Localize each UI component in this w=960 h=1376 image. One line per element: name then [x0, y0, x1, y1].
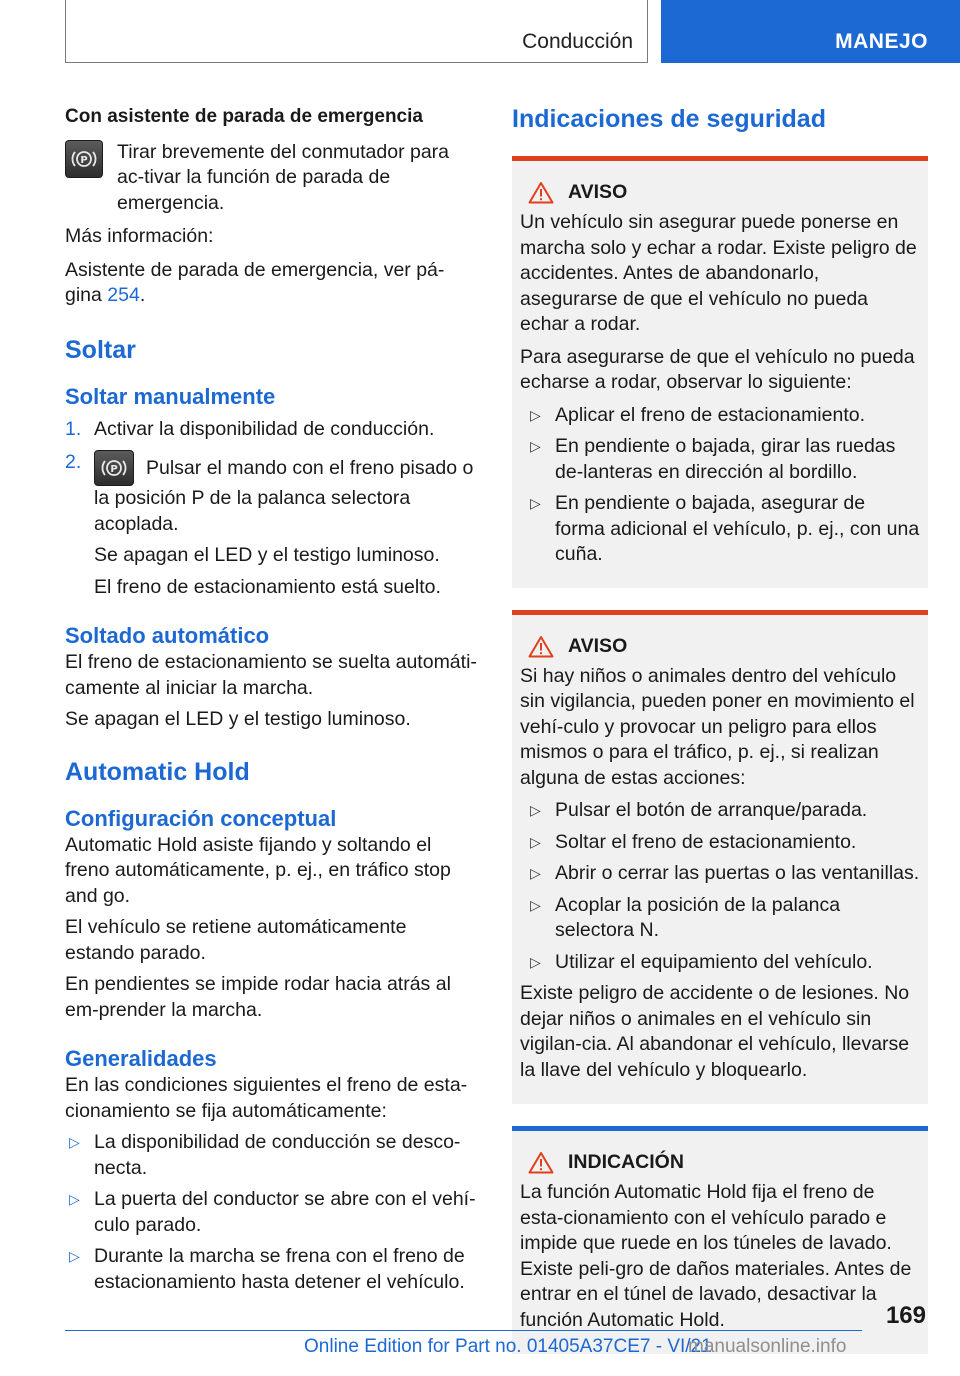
warning-text: Si hay niños o animales dentro del vehículo sin vigilancia, pueden poner en movimiento el vehí-culo y provocar un peligro para ellos mismos o para el tráfico, p. ej., si realizan alguna de estas acciones: — [520, 664, 915, 789]
step-text: Pulsar el mando con el freno pisado o la posición P de la palanca selectora acoplada. — [94, 457, 474, 535]
chapter-title: Conducción — [522, 30, 633, 53]
list-item — [526, 830, 920, 856]
page-number: 169 — [885, 1302, 926, 1329]
list-item-text: En pendiente o bajada, girar las ruedas de-lanteras en dirección al bordillo. — [555, 435, 896, 483]
notice-box — [512, 1126, 928, 1354]
auto-release-p2: Se apagan el LED y el testigo luminoso. — [65, 708, 411, 730]
step-text: Activar la disponibilidad de conducción. — [94, 417, 435, 440]
list-item-text: Pulsar el botón de arranque/parada. — [555, 799, 868, 821]
heading-soltar-manual: Soltar manualmente — [65, 383, 276, 409]
list-item — [526, 861, 920, 887]
list-item — [65, 1187, 480, 1238]
list-item-text: La puerta del conductor se abre con el vehí-culo parado. — [94, 1188, 476, 1236]
heading-automatic-hold: Automatic Hold — [65, 757, 250, 786]
concept-p2: El vehículo se retiene automáticamente estando parado. — [65, 916, 407, 964]
list-item-text: En pendiente o bajada, asegurar de forma adicional el vehículo, p. ej., con una cuña. — [555, 492, 920, 565]
warning-header — [528, 635, 920, 658]
step-number: 1. — [65, 417, 82, 440]
svg-text:P: P — [110, 464, 118, 475]
emergency-stop-text: Tirar brevemente del conmutador para ac-tivar la función de parada de emergencia. — [117, 140, 450, 214]
left-column — [65, 98, 480, 1301]
section-tab-label: MANEJO — [835, 30, 928, 53]
page-link-254[interactable]: 254 — [107, 284, 140, 306]
list-item — [65, 1244, 480, 1295]
heading-soltar: Soltar — [65, 335, 136, 364]
warning-text: Para asegurarse de que el vehículo no pueda echarse a rodar, observar lo siguiente: — [520, 345, 915, 393]
warning-list — [526, 798, 920, 975]
heading-generalidades: Generalidades — [65, 1046, 217, 1071]
step2-note-1: Se apagan el LED y el testigo luminoso. — [94, 544, 440, 566]
notice-text: La función Automatic Hold fija el freno de esta-cionamiento con el vehículo parado e impide que ruede en los túneles de lavado. Existe peli-gro de daños materiales. Antes de entrar en el túnel de lavado, desactivar la función Automatic Hold. — [520, 1181, 912, 1331]
triangle-bullet-icon: ▷ — [69, 1248, 80, 1264]
step-item — [65, 417, 480, 443]
triangle-bullet-icon: ▷ — [530, 896, 541, 913]
triangle-bullet-icon: ▷ — [530, 438, 541, 454]
header-chapter-box — [65, 0, 648, 63]
triangle-bullet-icon: ▷ — [530, 406, 541, 423]
more-info-reference — [65, 258, 480, 309]
warning-header — [528, 181, 920, 204]
warning-text: Un vehículo sin asegurar puede ponerse en marcha solo y echar a rodar. Existe peligro de accidentes. Antes de abandonarlo, asegurarse de que el vehículo no pueda echar a rodar. — [520, 211, 917, 335]
concept-p3: En pendientes se impide rodar hacia atrás al em-prender la marcha. — [65, 973, 451, 1021]
list-item — [526, 491, 920, 568]
warning-triangle-icon — [528, 635, 554, 658]
parking-brake-icon — [94, 450, 134, 486]
list-item-text: La disponibilidad de conducción se desco-necta. — [94, 1131, 461, 1179]
warning-box-1 — [512, 156, 928, 588]
list-item-text: Abrir o cerrar las puertas o las ventanillas. — [555, 862, 920, 884]
warning-list — [526, 403, 920, 568]
list-item-text: Acoplar la posición de la palanca selectora N. — [555, 893, 841, 941]
concept-p1: Automatic Hold asiste fijando y soltando el freno automáticamente, p. ej., en tráfico stop and go. — [65, 833, 451, 907]
step-item — [65, 450, 480, 537]
parking-brake-icon — [65, 140, 103, 178]
triangle-bullet-icon: ▷ — [69, 1134, 80, 1150]
list-item — [65, 1130, 480, 1181]
step-number: 2. — [65, 451, 82, 473]
warning-title: AVISO — [568, 181, 628, 203]
triangle-bullet-icon: ▷ — [530, 953, 541, 970]
reference-end: . — [139, 284, 146, 306]
auto-release-p1: El freno de estacionamiento se suelta automáti-camente al iniciar la marcha. — [65, 651, 477, 699]
general-intro: En las condiciones siguientes el freno de esta-cionamiento se fija automáticamente: — [65, 1074, 468, 1122]
list-item — [526, 950, 920, 976]
heading-soltado-automatico: Soltado automático — [65, 623, 270, 648]
triangle-bullet-icon: ▷ — [69, 1191, 80, 1207]
emergency-stop-heading: Con asistente de parada de emergencia — [65, 106, 423, 127]
right-column — [512, 98, 928, 1376]
reference-text: Asistente de parada de emergencia, ver pá-gina — [65, 258, 445, 306]
footer-divider — [65, 1330, 862, 1331]
triangle-bullet-icon: ▷ — [530, 495, 541, 511]
footer-watermark: manualsonline.info — [688, 1336, 847, 1357]
triangle-bullet-icon: ▷ — [530, 865, 541, 881]
triangle-bullet-icon: ▷ — [530, 802, 541, 818]
list-item — [526, 798, 920, 824]
list-item — [526, 893, 920, 944]
list-item-text: Durante la marcha se frena con el freno de estacionamiento hasta detener el vehículo. — [94, 1245, 465, 1293]
emergency-stop-row — [65, 140, 480, 217]
svg-text:P: P — [80, 154, 88, 166]
heading-configuracion: Configuración conceptual — [65, 805, 337, 831]
list-item — [526, 403, 920, 429]
notice-title: INDICACIÓN — [568, 1151, 684, 1173]
warning-box-2 — [512, 610, 928, 1105]
list-item-text: Aplicar el freno de estacionamiento. — [555, 403, 866, 426]
warning-text: Existe peligro de accidente o de lesiones. No dejar niños o animales en el vehículo sin vigilan-cia. Al abandonar el vehículo, llevarse la llave del vehículo y bloquearlo. — [520, 982, 910, 1081]
heading-safety: Indicaciones de seguridad — [512, 105, 826, 133]
list-item-text: Soltar el freno de estacionamiento. — [555, 830, 857, 853]
release-steps — [65, 417, 480, 538]
warning-triangle-icon — [528, 1151, 554, 1174]
warning-triangle-icon — [528, 181, 554, 204]
general-list — [65, 1130, 480, 1295]
section-tab[interactable] — [661, 0, 960, 63]
warning-title: AVISO — [568, 634, 628, 657]
more-info-label: Más información: — [65, 225, 214, 247]
step2-note-2: El freno de estacionamiento está suelto. — [94, 575, 441, 598]
triangle-bullet-icon: ▷ — [530, 833, 541, 850]
notice-header — [528, 1151, 920, 1174]
list-item — [526, 434, 920, 485]
list-item-text: Utilizar el equipamiento del vehículo. — [555, 950, 873, 973]
footer-edition: Online Edition for Part no. 01405A37CE7 - VI/21 — [304, 1336, 712, 1357]
